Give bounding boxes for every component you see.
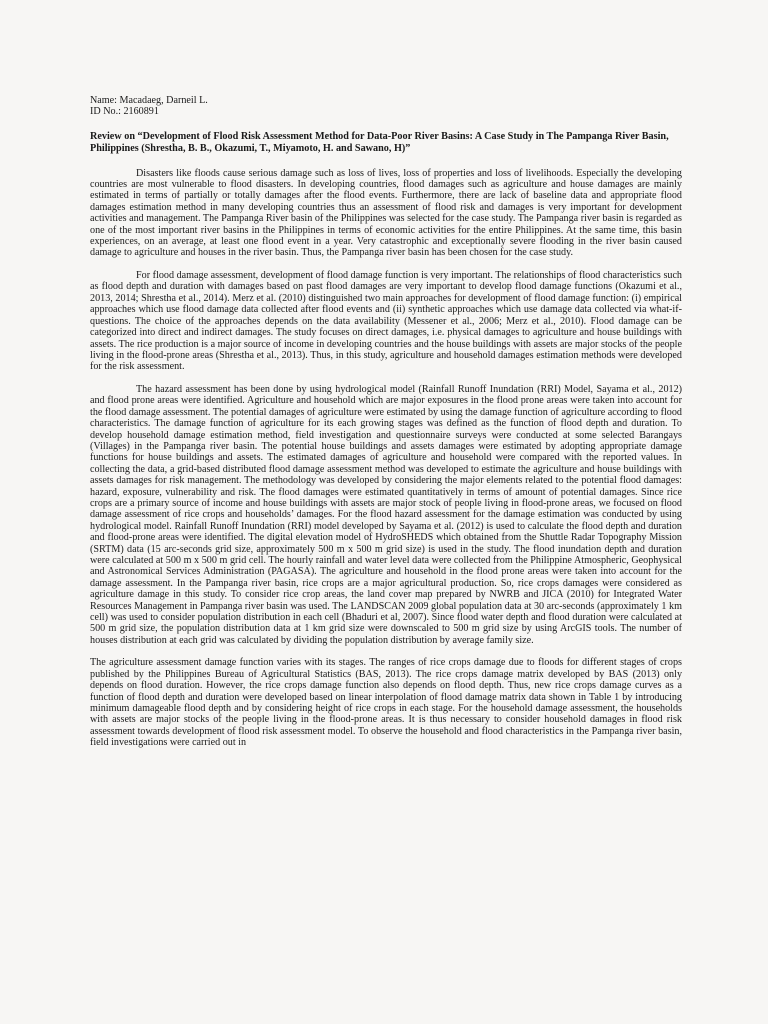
paragraph-agriculture-assessment: The agriculture assessment damage function varies with its stages. The ranges of rice crops damage due to floods for different stages of crops published by the Philippines Bureau of Agricultural Statistics (BAS, 2013). The rice crops damage matrix developed by BAS (2013) only depends on flood duration. However, the rice crops damage function also depends on flood depth. Thus, new rice crops damage curves as a function of flood depth and duration were developed based on linear interpolation of flood damage matrix data shown in Table 1 by introducing minimum damageable flood depth and by considering height of rice crops in each stage. For the household damage assessment, the households with assets are major stocks of the people living in the flood-prone areas. It is thus necessary to consider household damages in flood risk assessment towards development of flood risk assessment model. To observe the household and flood characteristics in the Pampanga river basin, field investigations were carried out in xyxy=(90,657,682,749)
review-title: Review on “Development of Flood Risk Assessment Method for Data-Poor River Basins: A Case Study in The Pampanga River Basin, Philippines (Shrestha, B. B., Okazumi, T., Miyamoto, H. and Sawano, H)” xyxy=(90,130,669,155)
paragraph-damage-function: For flood damage assessment, development of flood damage function is very important. The relationships of flood characteristics such as flood depth and duration with damages based on past flood damages are very important to develop flood damage functions (Okazumi et al., 2013, 2014; Shrestha et al., 2014). Merz et al. (2010) distinguished two main approaches for development of flood damage function: (i) empirical approaches which use flood damage data collected after flood events and (ii) synthetic approaches which use damage data collected via what-if-questions. The choice of the approaches depends on the data availability (Messener et al., 2006; Merz et al., 2010). Flood damage can be categorized into direct and indirect damages. The study focuses on direct damages, i.e. physical damages to agriculture and house buildings with assets. The rice production is a major source of income in developing countries and the house buildings with assets are major stocks of the people living in the flood-prone areas (Shrestha et al., 2013). Thus, in this study, agriculture and household damages estimation methods were developed for the risk assessment. xyxy=(90,270,682,373)
author-name: Name: Macadaeg, Darneil L. xyxy=(90,95,208,106)
paragraph-intro: Disasters like floods cause serious damage such as loss of lives, loss of properties and loss of livelihoods. Especially the developing countries are most vulnerable to flood disasters. In developing countries, flood damages such as agriculture and house damages are mainly estimated in terms of partially or totally damages after the flood events. Furthermore, there are lack of baseline data and appropriate flood damages estimation method in many developing countries thus an assessment of flood risk and damages is very important for development activities and management. The Pampanga River basin of the Philippines was selected for the case study. The Pampanga river basin is regarded as one of the most important river basins in the Philippines in terms of economic activities for the entire Philippines. At the same time, this basin experiences, on an average, at least one flood event in a year. Very catastrophic and exceptionally severe flooding in the river basin caused damage to agriculture and houses in the river basin. Thus, the Pampanga river basin has been chosen for the case study. xyxy=(90,167,682,259)
paragraph-hazard-assessment: The hazard assessment has been done by using hydrological model (Rainfall Runoff Inundation (RRI) Model, Sayama et al., 2012) and flood prone areas were identified. Agriculture and household which are major exposures in the flood prone areas were taken into account for the flood damage assessment. The potential damages of agriculture were estimated by using the damage function of agriculture according to flood characteristics. The damage function of agriculture for its each growing stages was defined as the function of flood depth and duration. To develop household damage estimation method, field investigation and questionnaire surveys were conducted at some selected Barangays (Villages) in the Pampanga river basin. The potential house buildings and assets damages were estimated by adopting appropriate damage functions for house buildings and assets. The estimated damages of agriculture and household were compared with the reported values. In collecting the data, a grid-based distributed flood damage assessment method was developed to estimate the agriculture and house buildings with assets damages for risk management. The methodology was developed by considering the major elements related to the potential flood damages: hazard, exposure, vulnerability and risk. The flood damages were estimated quantitatively in terms of amount of potential damages. Since rice crops are a primary source of income and house buildings with assets are major stock of people living in flood-prone areas, we focused on flood damage assessment of rice crops and households’ damages. For the flood hazard assessment for the damage estimation was conducted by using hydrological model. Rainfall Runoff Inundation (RRI) model developed by Sayama et al. (2012) is used to calculate the flood depth and duration and flood-prone areas were identified. The digital elevation model of HydroSHEDS which obtained from the Shuttle Radar Topography Mission (SRTM) data (15 arc-seconds grid size, approximately 500 m x 500 m grid size) is used in the study. The flood inundation depth and duration were calculated at 500 m x 500 m grid cell. The hourly rainfall and water level data were collected from the Philippine Atmospheric, Geophysical and Astronomical Services Administration (PAGASA). The agriculture and household in the flood prone areas were taken into account for the damage assessment. In the Pampanga river basin, rice crops are a major agricultural production. So, rice crops damages were considered as agriculture damage in this study. To consider rice crop areas, the land cover map prepared by NWRB and JICA (2010) for Integrated Water Resources Management in Pampanga river basin was used. The LANDSCAN 2009 global population data at 30 arc-seconds (approximately 1 km cell) was used to consider population distribution in each cell (Bhaduri et al, 2007). Since flood water depth and flood duration were calculated at 500 m grid size, the population distribution data at 1 km grid size were downscaled to 500 m grid size by using ArcGIS tools. The number of houses distribution at each grid was calculated by dividing the population distribution by average family size. xyxy=(90,383,682,646)
student-id: ID No.: 2160891 xyxy=(90,106,159,118)
